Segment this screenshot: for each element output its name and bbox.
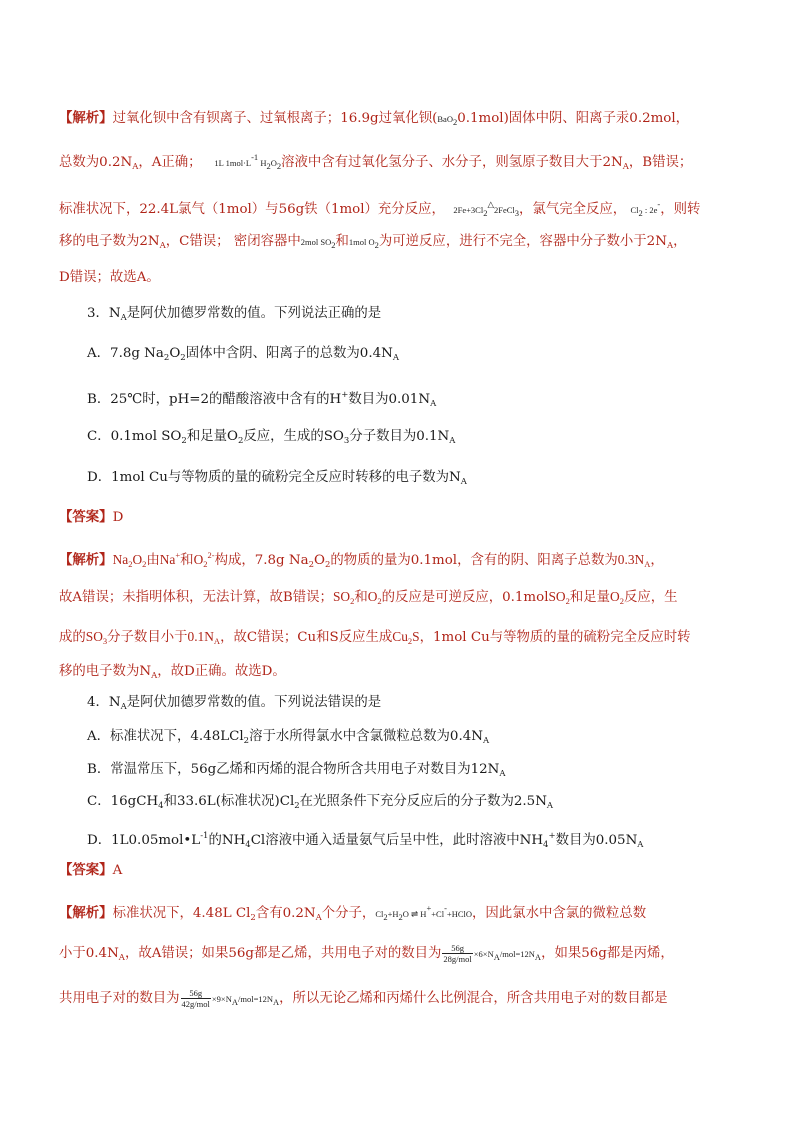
formula-2mol-so2: 2mol SO2 <box>300 237 336 250</box>
q3-option-c: C．0.1mol $SO_2$和足量$O_2$反应，生成的$SO_3$分子数目为$0.1N_A$ <box>87 429 456 446</box>
fraction-56g-over-42g-mol: $\frac{56g}{\text{42g/mol}}$ <box>181 988 210 1009</box>
q2-explanation-line-3: 标准状况下，22.4L氯气（1mol）与56g铁（1mol）充分反应， 2Fe+3Cl2△2FeCl3，氯气完全反应， Cl2 : 2e-，则转 <box>59 199 701 218</box>
q4-option-d: D．$1L0.05mol•L^{-1}$的$NH_4Cl$溶液中通入适量氨气后呈中性，此时溶液中$NH_4^+$数目为$0.05N_A$ <box>87 831 644 850</box>
formula-cl2-electrons: Cl2 : 2e- <box>630 199 661 218</box>
q4-option-a: A．标准状况下，4.48LCl$_2$溶于水所得氯水中含氯微粒总数为$0.4N_A$ <box>87 729 490 746</box>
q3-option-d: D．1mol Cu与等物质的量的硫粉完全反应时转移的电子数为$N_A$ <box>87 470 467 487</box>
q2-explanation-line-2: 总数为$0.2N_A$，A正确； 1L 1mol·L-1 H2O2溶液中含有过氧化氢分子、水分子，则氢原子数目大于$2N_A$，B错误； <box>59 152 693 172</box>
q4-explanation-line-1: 【解析】标准状况下，4.48L $Cl_2$含有$0.2N_A$个分子，Cl2+H2O ⇌ H++Cl-+HClO，因此氯水中含氯的微粒总数 <box>59 903 647 923</box>
answer-value: D <box>112 510 124 525</box>
answer-tag: 【答案】 <box>59 509 113 525</box>
q3-stem: 3．$N_A$是阿伏加德罗常数的值。下列说法正确的是 <box>87 306 382 323</box>
answer-value: A <box>112 863 123 878</box>
answer-tag: 【答案】 <box>59 862 113 878</box>
q3-answer <box>59 507 739 528</box>
q4-explanation-line-3: 共用电子对的数目为 $\frac{56g}{\text{42g/mol}}$ ×9×NA/mol=12NA，所以无论乙烯和丙烯什么比例混合，所含共用电子对的数目都是 <box>59 988 668 1009</box>
q2-explanation-line-1: 【解析】过氧化钡中含有钡离子、过氧根离子；16.9g过氧化钡(BaO20.1mol)固体中阴、阳离子汞0.2mol， <box>59 110 690 127</box>
q3-explanation-line-3: 成的$SO_3$分子数目小于$0.1N_A$，故C错误；Cu和S反应生成$Cu_2S$，1mol Cu与等物质的量的硫粉完全反应时转 <box>59 629 691 646</box>
explanation-tag: 【解析】 <box>59 552 113 568</box>
q3-option-a: A．7.8g $Na_2O_2$固体中含阴、阳离子的总数为$0.4N_A$ <box>87 346 399 363</box>
q4-option-b: B．常温常压下，56g乙烯和丙烯的混合物所含共用电子对数目为$12N_A$ <box>87 762 506 779</box>
q4-answer <box>59 860 739 881</box>
q3-explanation-line-4: 移的电子数为$N_A$，故D正确。故选D。 <box>59 664 286 681</box>
q2-explanation-line-5: D错误；故选A。 <box>59 270 160 285</box>
formula-fe-cl2-reaction: 2Fe+3Cl2△2FeCl3 <box>453 199 520 218</box>
explanation-tag: 【解析】 <box>59 110 113 126</box>
q3-option-b: B．25℃时，pH=2的醋酸溶液中含有的H+数目为$0.01N_A$ <box>87 390 437 409</box>
formula-1mol-o2: 1mol O2 <box>348 237 379 250</box>
q2-explanation-line-4: 移的电子数为$2N_A$，C错误； 密闭容器中2mol SO2和1mol O2为可逆反应，进行不完全，容器中分子数小于$2N_A$， <box>59 234 687 251</box>
formula-cl2-water-equilibrium: Cl2+H2O ⇌ H++Cl-+HClO <box>375 903 473 922</box>
formula-bao2: BaO2 <box>437 114 458 127</box>
q3-explanation-line-2: 故A错误；未指明体积，无法计算，故B错误；$SO_2$和$O_2$的反应是可逆反应，0.1molSO$_2$和足量$O_2$反应，生 <box>59 589 678 606</box>
formula-h2o2-solution: 1L 1mol·L-1 H2O2 <box>214 152 282 171</box>
fraction-56g-over-28g-mol: $\frac{56g}{\text{28g/mol}}$ <box>443 943 472 964</box>
formula-ethylene-electron-pairs: ×6×NA/mol=12NA <box>473 949 542 962</box>
q4-explanation-line-2: 小于$0.4N_A$，故A错误；如果56g都是乙烯，共用电子对的数目为 $\frac{56g}{\text{28g/mol}}$ ×6×NA/mol=12NA，如果56g都是丙烯， <box>59 943 674 964</box>
q4-stem: 4．$N_A$是阿伏加德罗常数的值。下列说法错误的是 <box>87 695 382 712</box>
q4-option-c: C．16gCH$_4$和33.6L(标准状况)$Cl_2$在光照条件下充分反应后的分子数为$2.5N_A$ <box>87 794 554 811</box>
explanation-tag: 【解析】 <box>59 905 113 921</box>
formula-propylene-electron-pairs: ×9×NA/mol=12NA <box>211 994 280 1007</box>
q3-explanation-line-1: 【解析】$Na_2O_2$由Na+和$O_2^{2-}$构成，7.8g $Na_2O_2$的物质的量为0.1mol，含有的阴、阳离子总数为$0.3N_A$， <box>59 550 664 570</box>
